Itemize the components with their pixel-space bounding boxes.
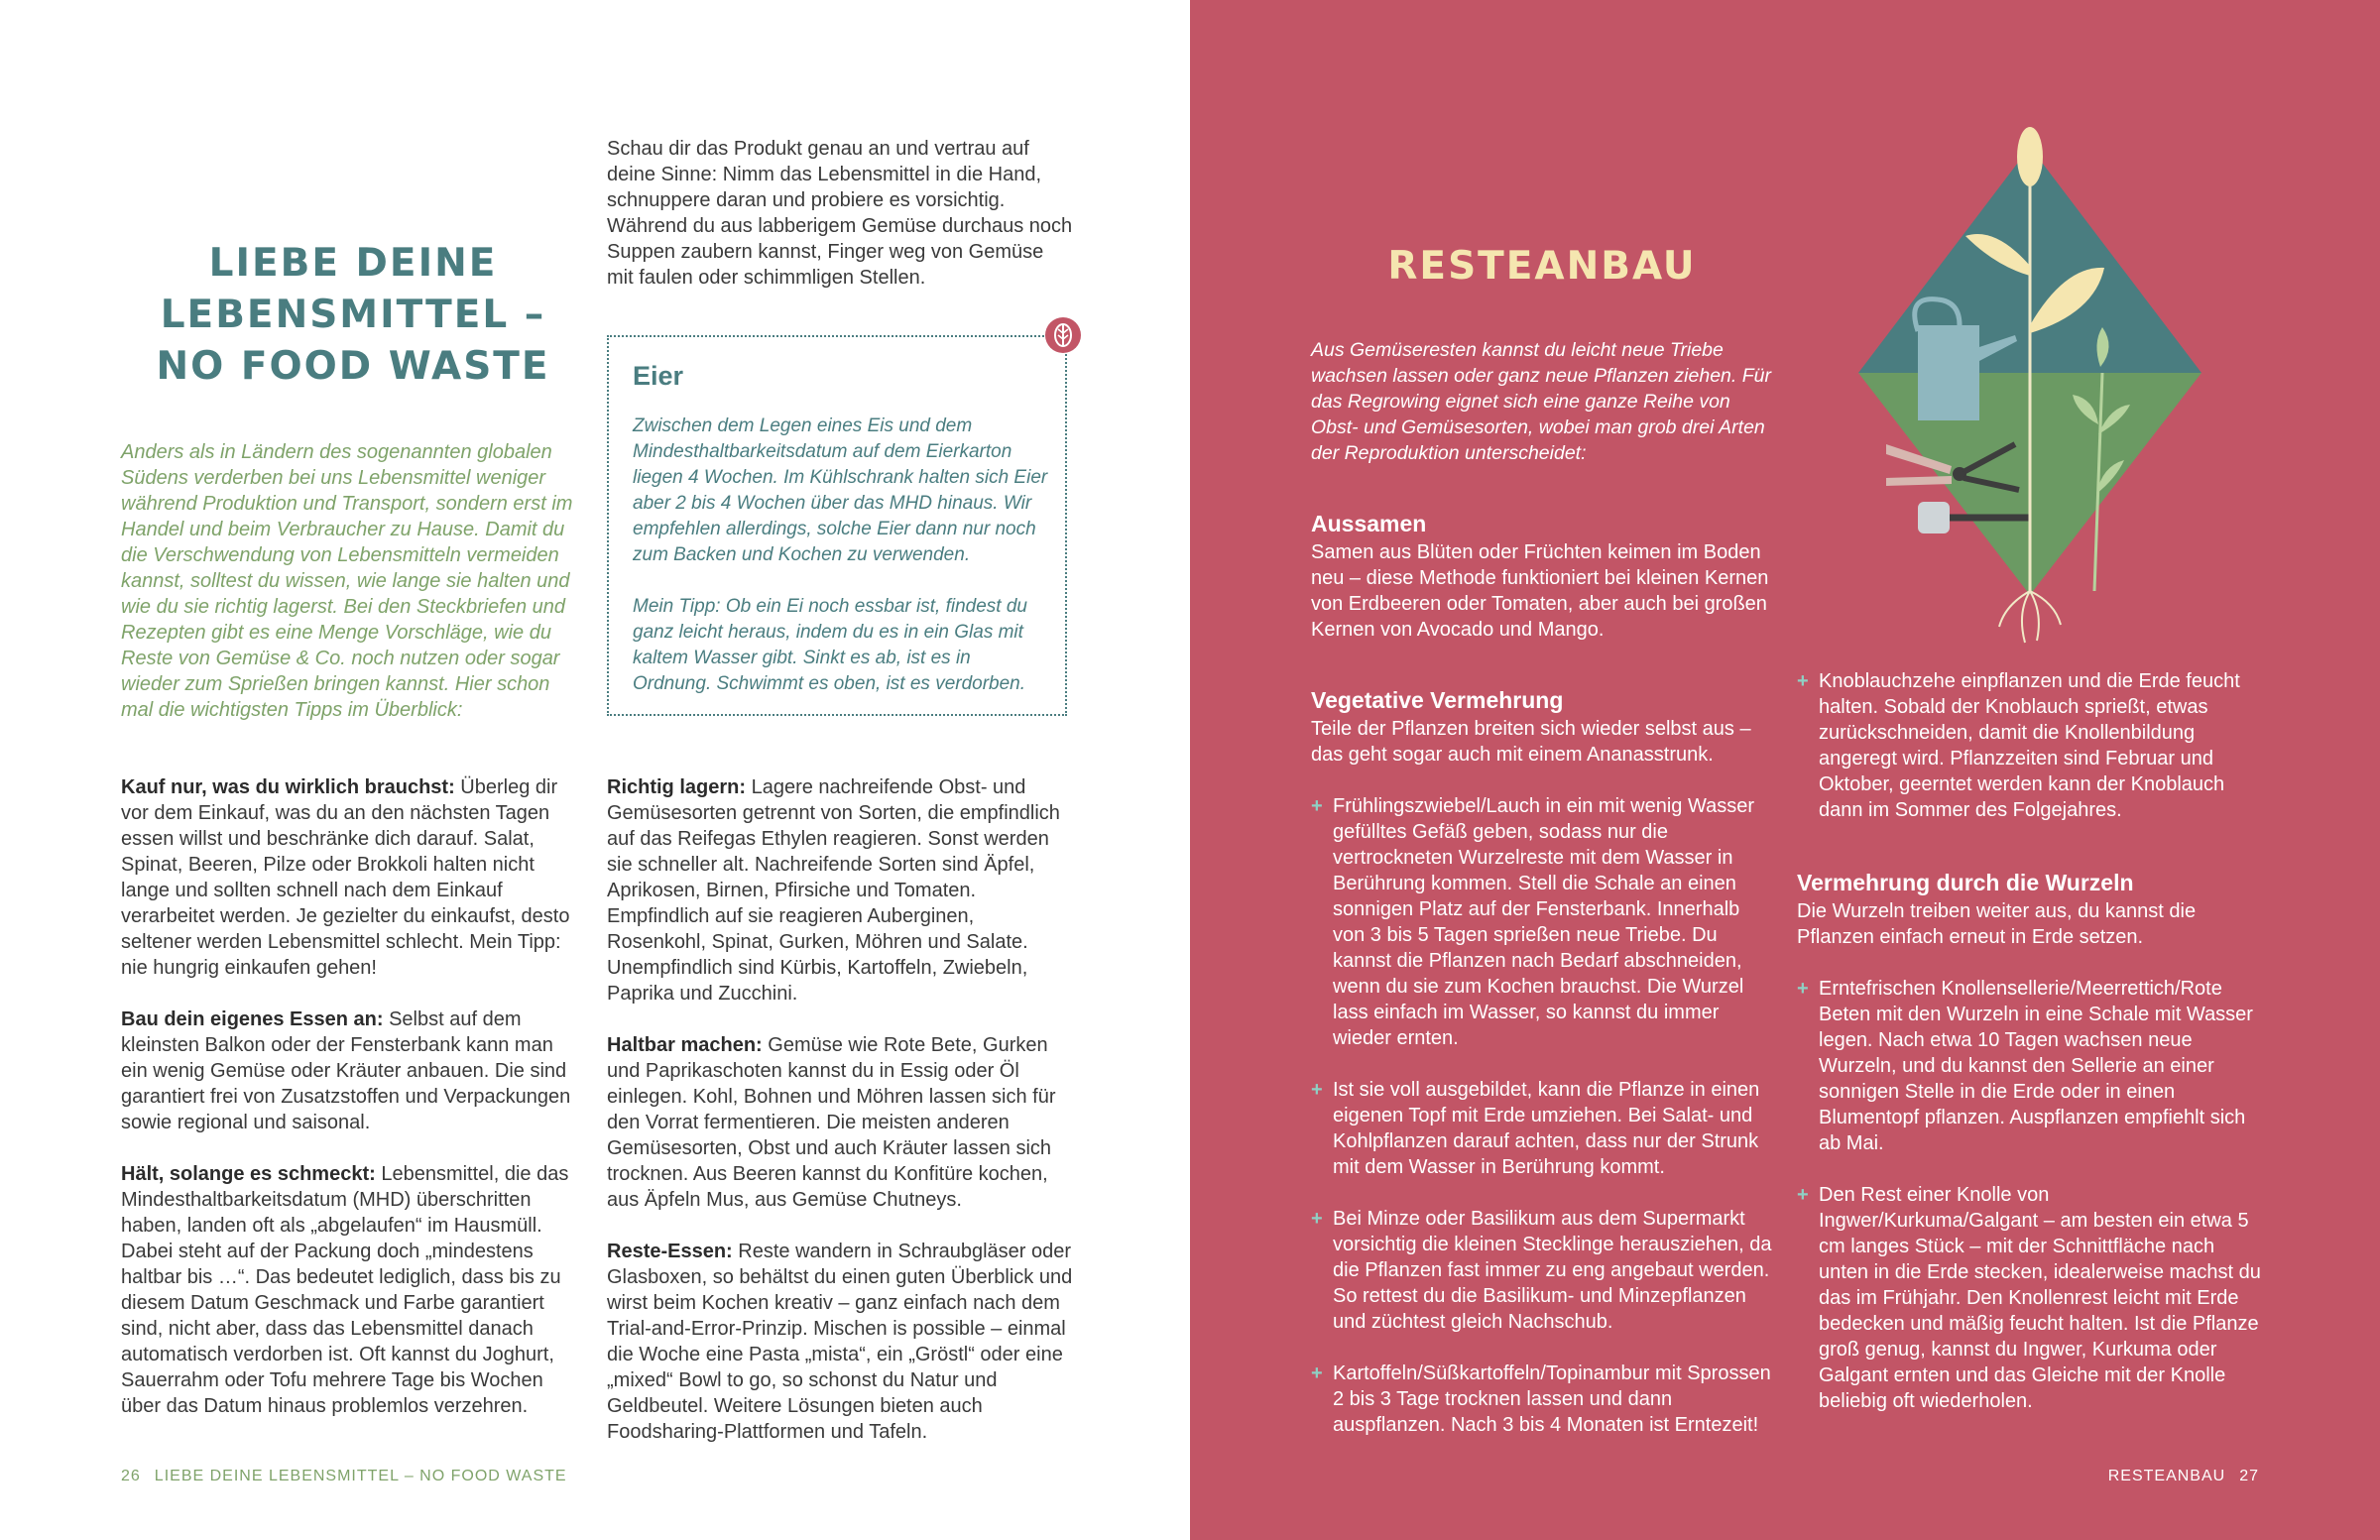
plus-icon: +	[1797, 1184, 1809, 1206]
vegetativ-text: Teile der Pflanzen breiten sich wieder selbst aus – das geht sogar auch mit einem Ananasstrunk.	[1311, 718, 1751, 766]
title-line-1: LIEBE DEINE	[208, 241, 498, 286]
left-column-2	[607, 774, 1073, 1471]
list-item	[1797, 976, 2263, 1156]
tip-body: Lebensmittel, die das Mindesthaltbarkeitsdatum (MHD) überschritten haben, landen oft als „abgelaufen“ im Hausmüll. Dabei steht auf der Packung doch „mindestens haltbar bis …“. Das bedeutet lediglich, dass bis zu diesem Datum Geschmack und Farbe garantiert sind, nicht aber, dass das Lebensmittel danach automatisch verdorben ist. Oft kannst du Joghurt, Sauerrahm oder Tofu mehrere Tage bis Wochen über das Datum hinaus problemlos verzehren.	[121, 1163, 569, 1417]
title-line-2: LEBENSMITTEL –	[160, 293, 546, 337]
list-item-text: Kartoffeln/Süßkartoffeln/Topinambur mit Sprossen 2 bis 3 Tage trocknen lassen und dann auspflanzen. Nach 3 bis 4 Monaten ist Erntezeit!	[1333, 1362, 1771, 1436]
tip-heading: Bau dein eigenes Essen an:	[121, 1008, 384, 1030]
regrowing-garden-illustration	[1856, 117, 2203, 652]
tip-paragraph	[607, 1032, 1073, 1213]
plus-icon: +	[1797, 670, 1809, 692]
list-item	[1311, 1361, 1777, 1438]
aussamen-heading: Aussamen	[1311, 511, 1427, 536]
vegetativ-heading: Vegetative Vermehrung	[1311, 687, 1564, 713]
tip-paragraph	[121, 774, 585, 981]
right-column-2	[1797, 668, 2263, 1414]
list-item	[1311, 1206, 1777, 1335]
list-item	[1311, 793, 1777, 1051]
plus-icon: +	[1797, 978, 1809, 1000]
plus-icon: +	[1311, 795, 1323, 817]
tip-heading: Reste-Essen:	[607, 1241, 733, 1262]
tip-text-2: Mein Tipp: Ob ein Ei noch essbar ist, findest du ganz leicht heraus, indem du es in ein Glas mit kaltem Wasser gibt. Sinkt es ab, ist es in Ordnung. Schwimmt es oben, ist es verdorben.	[633, 596, 1027, 694]
list-item-text: Bei Minze oder Basilikum aus dem Supermarkt vorsichtig die kleinen Stecklinge herausziehen, da die Pflanzen fast immer zu eng angebaut werden. So rettest du die Basilikum- und Minzepflanzen und züchtest gleich Nachschub.	[1333, 1208, 1772, 1333]
list-item	[1797, 1182, 2263, 1414]
page-title	[121, 238, 585, 393]
tip-paragraph	[121, 1007, 585, 1135]
footer-section-left: LIEBE DEINE LEBENSMITTEL – NO FOOD WASTE	[154, 1468, 567, 1484]
tip-heading: Kauf nur, was du wirklich brauchst:	[121, 776, 455, 798]
tip-text-1: Zwischen dem Legen eines Eis und dem Mindesthaltbarkeitsdatum auf dem Eierkarton liegen 4 Wochen. Im Kühlschrank halten sich Eier aber 2 bis 4 Wochen über das MHD hinaus. Wir empfehlen allerdings, solche Eier dann nur noch zum Backen und Kochen zu verwenden.	[633, 415, 1048, 565]
resteanbau-intro: Aus Gemüseresten kannst du leicht neue Triebe wachsen lassen oder ganz neue Pflanzen ziehen. Für das Regrowing eignet sich eine ganze Reihe von Obst- und Gemüsesorten, wobei man grob drei Arten der Reproduktion unterscheidet:	[1311, 339, 1771, 464]
tip-body: Gemüse wie Rote Bete, Gurken und Paprikaschoten kannst du in Essig oder Öl einlegen. Kohl, Bohnen und Möhren lassen sich für den Vorrat fermentieren. Die meisten anderen Gemüsesorten, Obst und auch Kräuter lassen sich trocknen. Aus Beeren kannst du Konfitüre kochen, aus Äpfeln Mus, aus Gemüse Chutneys.	[607, 1034, 1056, 1211]
plus-icon: +	[1311, 1208, 1323, 1230]
intro-text: Anders als in Ländern des sogenannten globalen Südens verderben bei uns Lebensmittel weniger während Produktion und Transport, sondern erst im Handel und beim Verbraucher zu Hause. Damit du die Verschwendung von Lebensmitteln vermeiden kannst, solltest du wissen, wie lange sie halten und wie du sie richtig lagerst. Bei den Steckbriefen und Rezepten gibt es eine Menge Vorschläge, wie du Reste von Gemüse & Co. noch nutzen oder sogar wieder zum Sprießen bringen kannst. Hier schon mal die wichtigsten Tipps im Überblick:	[121, 441, 573, 721]
plus-icon: +	[1311, 1362, 1323, 1384]
list-item-text: Den Rest einer Knolle von Ingwer/Kurkuma/Galgant – am besten ein etwa 5 cm langes Stück – mit der Schnittfläche nach unten in die Erde stecken, idealerweise machst du das im Frühjahr. Den Knollenrest leicht mit Erde bedecken und mäßig feucht halten. Ist die Pflanze groß genug, kannst du Ingwer, Kurkuma oder Galgant ernten und das Gleiche mit der Knolle beliebig oft wiederholen.	[1819, 1184, 2261, 1412]
tip-body: Selbst auf dem kleinsten Balkon oder der Fensterbank kann man ein wenig Gemüse oder Kräuter anbauen. Die sind garantiert frei von Zusatzstoffen und Verpackungen sowie regional und saisonal.	[121, 1008, 571, 1133]
aussamen-text: Samen aus Blüten oder Früchten keimen im Boden neu – diese Methode funktioniert bei kleinen Kernen von Erdbeeren oder Tomaten, aber auch bei großen Kernen von Avocado und Mango.	[1311, 541, 1769, 641]
wurzeln-text: Die Wurzeln treiben weiter aus, du kannst die Pflanzen einfach erneut in Erde setzen.	[1797, 900, 2197, 948]
resteanbau-title: RESTEANBAU	[1387, 244, 1697, 289]
tip-heading: Haltbar machen:	[607, 1034, 763, 1056]
list-item	[1797, 668, 2263, 823]
tip-body: Reste wandern in Schraubgläser oder Glasboxen, so behältst du einen guten Überblick und wirst beim Kochen kreativ – ganz einfach nach dem Trial-and-Error-Prinzip. Mischen is possible – einmal die Woche eine Pasta „mista“, ein „Gröstl“ oder eine „mixed“ Bowl to go, so schonst du Natur und Geldbeutel. Weitere Lösungen bieten auch Foodsharing-Plattformen und Tafeln.	[607, 1241, 1073, 1443]
left-column-1	[121, 774, 585, 1445]
footer-left	[121, 1468, 567, 1485]
leaf-icon	[1045, 317, 1081, 353]
list-item-text: Frühlingszwiebel/Lauch in ein mit wenig Wasser gefülltes Gefäß geben, sodass nur die vertrockneten Wurzelreste mit dem Wasser in Berührung kommen. Stell die Schale an einen sonnigen Platz auf der Fensterbank. Innerhalb von 3 bis 5 Tagen sprießen neue Triebe. Du kannst die Pflanzen nach Bedarf abschneiden, wenn du sie zum Kochen brauchst. Die Wurzel lass einfach im Wasser, so kannst du immer wieder ernten.	[1333, 795, 1754, 1049]
list-item-text: Knoblauchzehe einpflanzen und die Erde feucht halten. Sobald der Knoblauch sprießt, etwas zurückschneiden, damit die Knollenbildung angeregt wird. Pflanzzeiten sind Februar und Oktober, geerntet werden kann der Knoblauch dann im Sommer des Folgejahres.	[1819, 670, 2240, 821]
page-number-left: 26	[121, 1468, 141, 1484]
senses-paragraph: Schau dir das Produkt genau an und vertrau auf deine Sinne: Nimm das Lebensmittel in die Hand, schnuppere daran und probiere es vorsichtig. Während du aus labberigem Gemüse durchaus noch Suppen zaubern kannst, Finger weg von Gemüse mit faulen oder schimmligen Stellen.	[607, 138, 1073, 289]
list-item-text: Erntefrischen Knollensellerie/Meerrettich/Rote Beten mit den Wurzeln in eine Schale mit Wasser legen. Nach etwa 10 Tagen wachsen neue Wurzeln, und du kannst den Sellerie an einer sonnigen Stelle in die Erde oder in einen Blumentopf pflanzen. Auspflanzen empfiehlt sich ab Mai.	[1819, 978, 2253, 1154]
list-item	[1311, 1077, 1777, 1180]
tip-title: Eier	[633, 361, 684, 391]
right-column-1	[1311, 508, 1777, 1438]
tip-paragraph	[121, 1161, 585, 1419]
wurzeln-heading: Vermehrung durch die Wurzeln	[1797, 870, 2134, 895]
page-number-right: 27	[2239, 1468, 2259, 1484]
list-item-text: Ist sie voll ausgebildet, kann die Pflanze in einen eigenen Topf mit Erde umziehen. Bei Salat- und Kohlpflanzen darauf achten, dass nur der Strunk mit dem Wasser in Berührung kommt.	[1333, 1079, 1760, 1178]
tip-heading: Hält, solange es schmeckt:	[121, 1163, 376, 1185]
tip-paragraph	[607, 774, 1073, 1007]
tip-body: Überleg dir vor dem Einkauf, was du an den nächsten Tagen essen willst und beschränke dich darauf. Salat, Spinat, Beeren, Pilze oder Brokkoli halten nicht lange und sollten schnell nach dem Einkauf verarbeitet werden. Je gezielter du einkaufst, desto seltener werden Lebensmittel schlecht. Mein Tipp: nie hungrig einkaufen gehen!	[121, 776, 570, 979]
plus-icon: +	[1311, 1079, 1323, 1101]
footer-section-right: RESTEANBAU	[2107, 1468, 2226, 1484]
footer-right	[2108, 1468, 2259, 1485]
tip-heading: Richtig lagern:	[607, 776, 747, 798]
tip-paragraph	[607, 1239, 1073, 1445]
tip-body: Lagere nachreifende Obst- und Gemüsesorten getrennt von Sorten, die empfindlich auf das Reifegas Ethylen reagieren. Sonst werden sie schneller alt. Nachreifende Sorten sind Äpfel, Aprikosen, Birnen, Pfirsiche und Tomaten. Empfindlich auf sie reagieren Auberginen, Rosenkohl, Spinat, Gurken, Möhren und Salate. Unempfindlich sind Kürbis, Kartoffeln, Zwiebeln, Paprika und Zucchini.	[607, 776, 1060, 1005]
title-line-3: NO FOOD WASTE	[156, 344, 550, 389]
